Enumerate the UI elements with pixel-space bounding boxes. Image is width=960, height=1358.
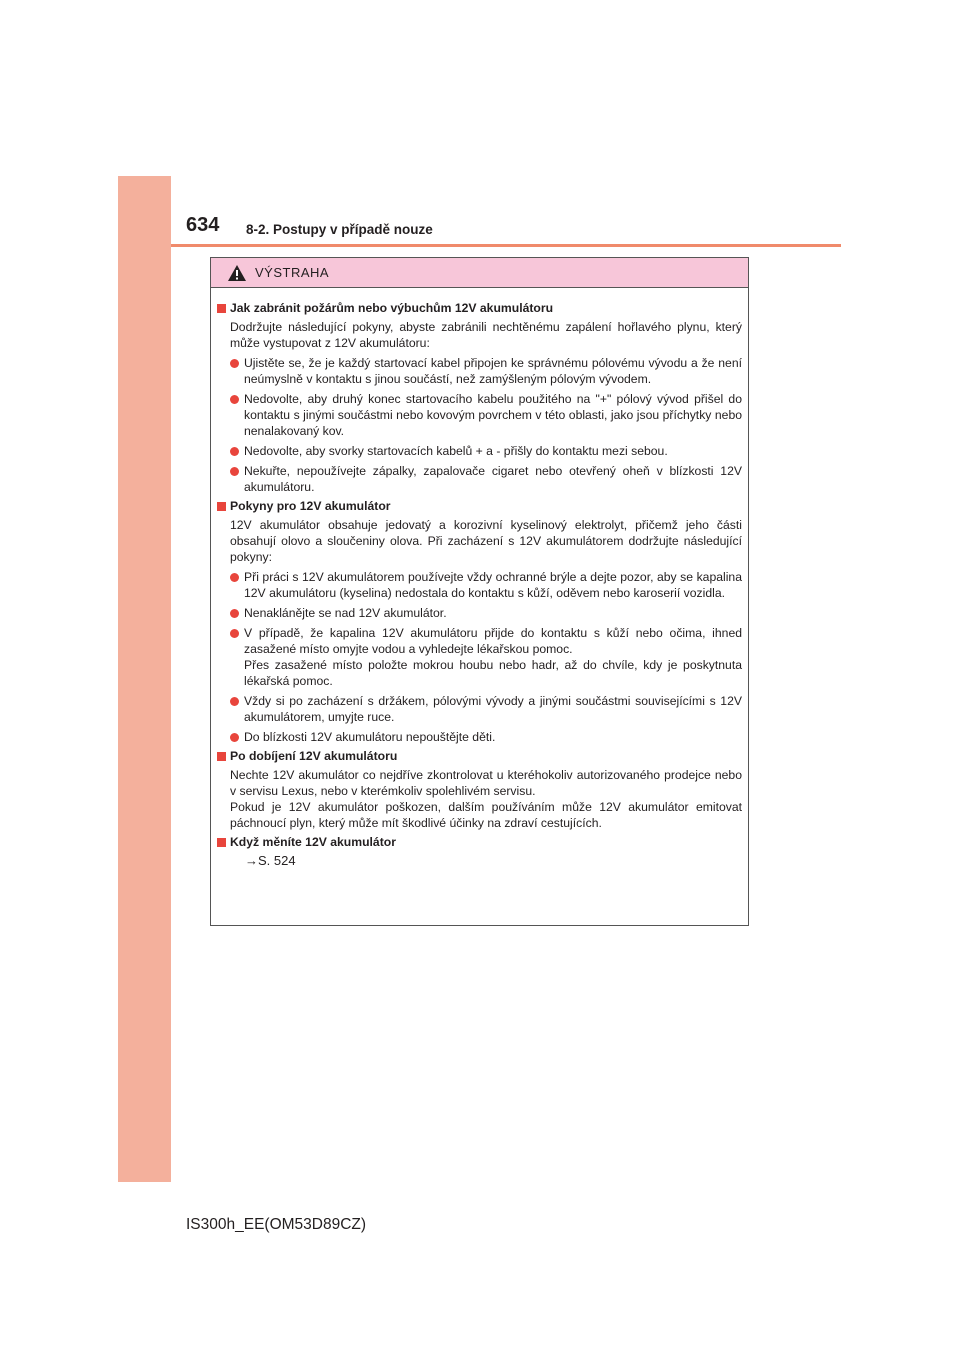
bullet-item [230,391,742,439]
bullet-text: Do blízkosti 12V akumulátoru nepouštějte děti. [244,730,496,744]
section-heading-text: Pokyny pro 12V akumulátor [230,499,391,513]
bullet-text: Nenaklánějte se nad 12V akumulátor. [244,606,447,620]
square-bullet-icon [217,752,226,761]
round-bullet-icon [230,573,239,582]
section-heading [217,835,742,850]
bullet-item [230,605,742,621]
section-heading-text: Jak zabránit požárům nebo výbuchům 12V akumulátoru [230,301,554,315]
bullet-item [230,693,742,725]
paragraph: Nechte 12V akumulátor co nejdříve zkontrolovat u kteréhokoliv autorizovaného prodejce nebo v servisu Lexus, nebo v kterémkoliv spolehlivém servisu. Pokud je 12V akumulátor poškozen, dalším používáním může 12V akumulátor emitovat páchnoucí plyn, který může mít škodlivé účinky na zdraví cestujících. [230,768,742,830]
section-heading [217,301,742,316]
warning-title: VÝSTRAHA [255,265,330,280]
page-reference-link[interactable]: →S. 524 [245,853,296,868]
round-bullet-icon [230,395,239,404]
warning-header [211,258,748,288]
round-bullet-icon [230,629,239,638]
bullet-item [230,355,742,387]
paragraph: Dodržujte následující pokyny, abyste zabránili nechtěnému zapálení hořlavého plynu, který může vystupovat z 12V akumulátoru: [230,320,742,350]
header-divider [171,244,841,247]
section-heading-text: Po dobíjení 12V akumulátoru [230,749,398,763]
round-bullet-icon [230,359,239,368]
square-bullet-icon [217,838,226,847]
warning-body [211,288,748,868]
round-bullet-icon [230,733,239,742]
page-number: 634 [186,214,220,236]
bullet-item [230,463,742,495]
round-bullet-icon [230,697,239,706]
round-bullet-icon [230,467,239,476]
paragraph: 12V akumulátor obsahuje jedovatý a korozivní kyselinový elektrolyt, přičemž jeho části obsahují olovo a sloučeniny olova. Při zacházení s 12V akumulátorem dodržujte následující pokyny: [230,518,742,564]
section-heading [217,749,742,764]
bullet-item [230,569,742,601]
section-title: 8-2. Postupy v případě nouze [246,222,433,237]
bullet-text: V případě, že kapalina 12V akumulátoru přijde do kontaktu s kůží nebo očima, ihned zasažené místo omyjte vodou a vyhledejte lékařskou pomoc. Přes zasažené místo položte mokrou houbu nebo hadr, až do chvíle, kdy je poskytnuta lékařská pomoc. [244,626,742,688]
bullet-item [230,443,742,459]
bullet-text: Při práci s 12V akumulátorem používejte vždy ochranné brýle a dejte pozor, aby se kapalina 12V akumulátoru (kyselina) nedostala do kontaktu s kůží, oděvem nebo karoserií vozidla. [244,570,742,600]
warning-triangle-icon [227,264,247,282]
square-bullet-icon [217,502,226,511]
document-code: IS300h_EE(OM53D89CZ) [186,1216,367,1233]
bullet-text: Nedovolte, aby svorky startovacích kabelů + a - přišly do kontaktu mezi sebou. [244,444,668,458]
bullet-item [230,625,742,689]
bullet-text: Nekuřte, nepoužívejte zápalky, zapalovače cigaret nebo otevřený oheň v blízkosti 12V akumulátoru. [244,464,742,494]
section-heading-text: Když měníte 12V akumulátor [230,835,396,849]
bullet-text: Nedovolte, aby druhý konec startovacího kabelu použitého na "+" pólový vývod přišel do kontaktu s jinými součástmi nebo kovovým povrchem v této oblasti, jako jsou příchytky nebo nenalakovaný kov. [244,392,742,438]
bullet-item [230,729,742,745]
bullet-text: Vždy si po zacházení s držákem, pólovými vývody a jinými součástmi souvisejícími s 12V akumulátorem, umyjte ruce. [244,694,742,724]
bullet-text: Ujistěte se, že je každý startovací kabel připojen ke správnému pólovému vývodu a že není neúmyslně v kontaktu s jinou součástí, než zamýšleným pólovým vývodem. [244,356,742,386]
round-bullet-icon [230,447,239,456]
side-band [118,176,171,1182]
round-bullet-icon [230,609,239,618]
square-bullet-icon [217,304,226,313]
section-heading [217,499,742,514]
warning-box [210,257,749,926]
